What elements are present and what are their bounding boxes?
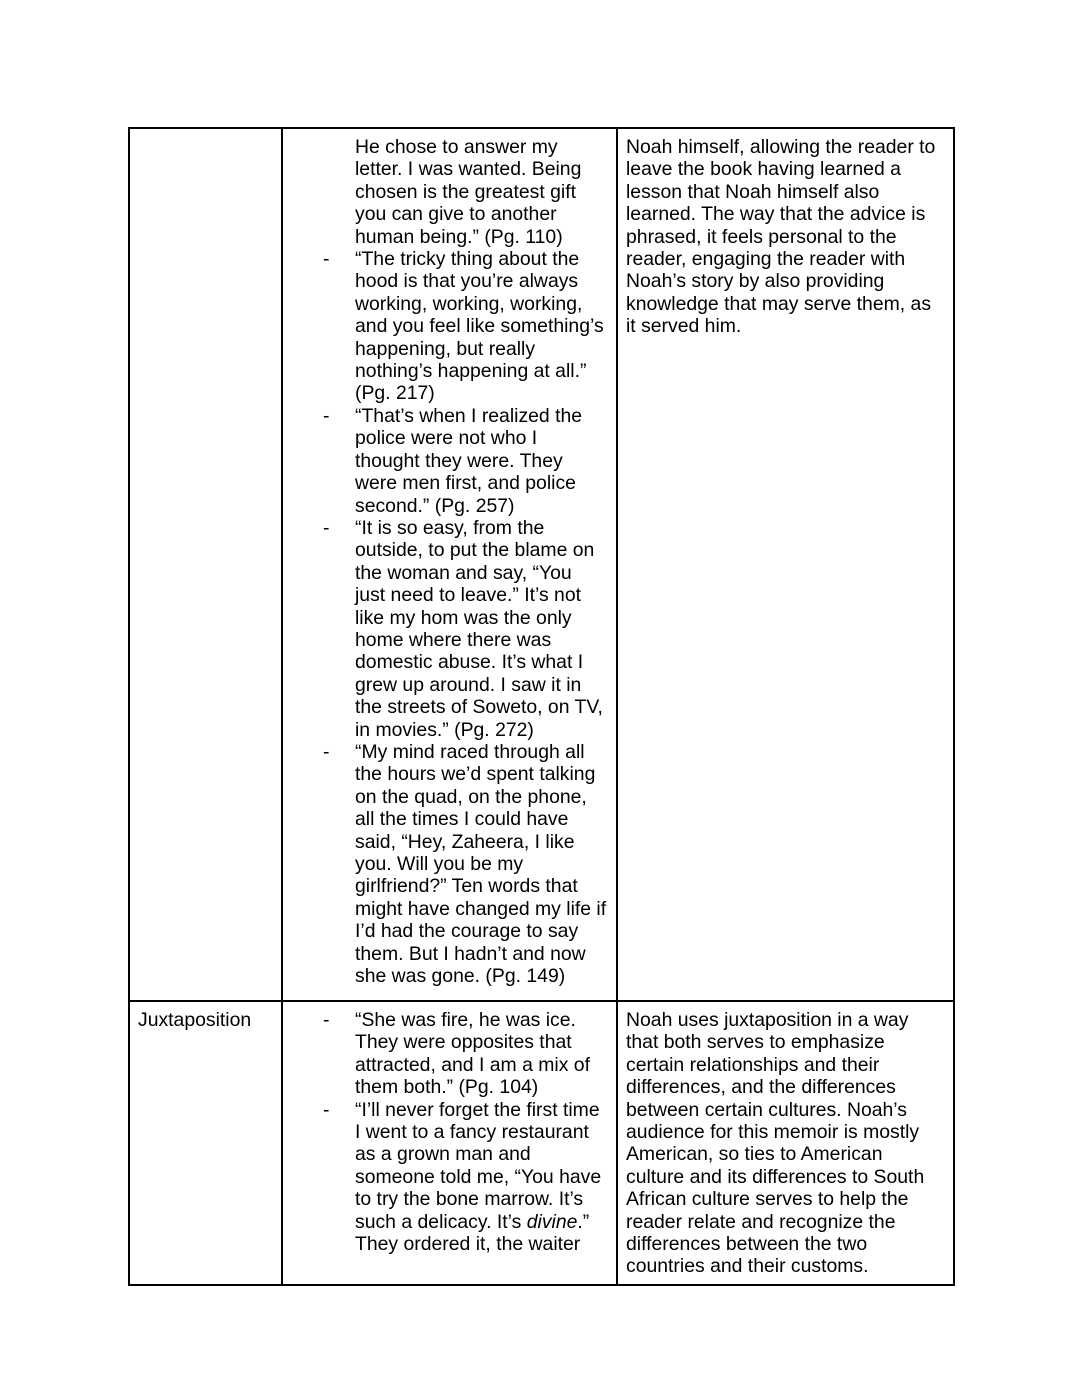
quote-text: “It is so easy, from the outside, to put the blame on the woman and say, “You just need to leave.” It’s not like my hom was the only home where there was domestic abuse. It’s what I grew up around. I saw it in the streets of Soweto, on TV, in movies.” (Pg. 272)	[355, 516, 603, 741]
dash-bullet: -	[323, 740, 330, 763]
quotes-list	[291, 136, 607, 987]
dash-bullet: -	[323, 1009, 330, 1031]
quotes-cell	[282, 1001, 617, 1285]
term-cell: Juxtaposition	[129, 1001, 282, 1285]
quote-item	[291, 136, 607, 248]
quote-text: He chose to answer my letter. I was wanted. Being chosen is the greatest gift you can give to another human being.” (Pg. 110)	[355, 136, 582, 248]
table-row	[129, 128, 954, 1001]
quote-text: “That’s when I realized the police were not who I thought they were. They were men first, and police second.” (Pg. 257)	[355, 404, 583, 517]
quote-item	[291, 248, 607, 405]
quote-item	[291, 1009, 607, 1099]
quote-text: “She was fire, he was ice. They were opposites that attracted, and I am a mix of them both.” (Pg. 104)	[355, 1009, 590, 1099]
literary-devices-table	[128, 127, 955, 1286]
quote-text: “My mind raced through all the hours we’d spent talking on the quad, on the phone, all the times I could have said, “Hey, Zaheera, I like you. Will you be my girlfriend?” Ten words that might have changed my life if I’d had the courage to say them. But I hadn’t and now she was gone. (Pg. 149)	[355, 740, 607, 988]
quote-item	[291, 405, 607, 517]
table-row	[129, 1001, 954, 1285]
dash-bullet: -	[323, 404, 330, 427]
dash-bullet: -	[323, 248, 330, 271]
term-cell	[129, 128, 282, 1001]
quote-text: “The tricky thing about the hood is that you’re always working, working, working, and you feel like something’s happening, but really nothing’s happening at all.” (Pg. 217)	[355, 248, 604, 405]
analysis-cell: Noah himself, allowing the reader to leave the book having learned a lesson that Noah himself also learned. The way that the advice is phrased, it feels personal to the reader, engaging the reader with Noah’s story by also providing knowledge that may serve them, as it served him.	[617, 128, 954, 1001]
quote-item	[291, 741, 607, 987]
analysis-cell: Noah uses juxtaposition in a way that both serves to emphasize certain relationships and their differences, and the differences between certain cultures. Noah’s audience for this memoir is mostly American, so ties to American culture and its differences to South African culture serves to help the reader relate and recognize the differences between the two countries and their customs.	[617, 1001, 954, 1285]
dash-bullet: -	[323, 1098, 330, 1121]
quote-item	[291, 1099, 607, 1256]
quotes-list	[291, 1009, 607, 1255]
quotes-cell	[282, 128, 617, 1001]
quote-item	[291, 517, 607, 741]
dash-bullet: -	[323, 516, 330, 539]
quote-text: “I’ll never forget the first time I went to a fancy restaurant as a grown man and someone told me, “You have to try the bone marrow. It’s such a delicacy. It’s divine.” They ordered it, the waiter	[355, 1098, 602, 1256]
